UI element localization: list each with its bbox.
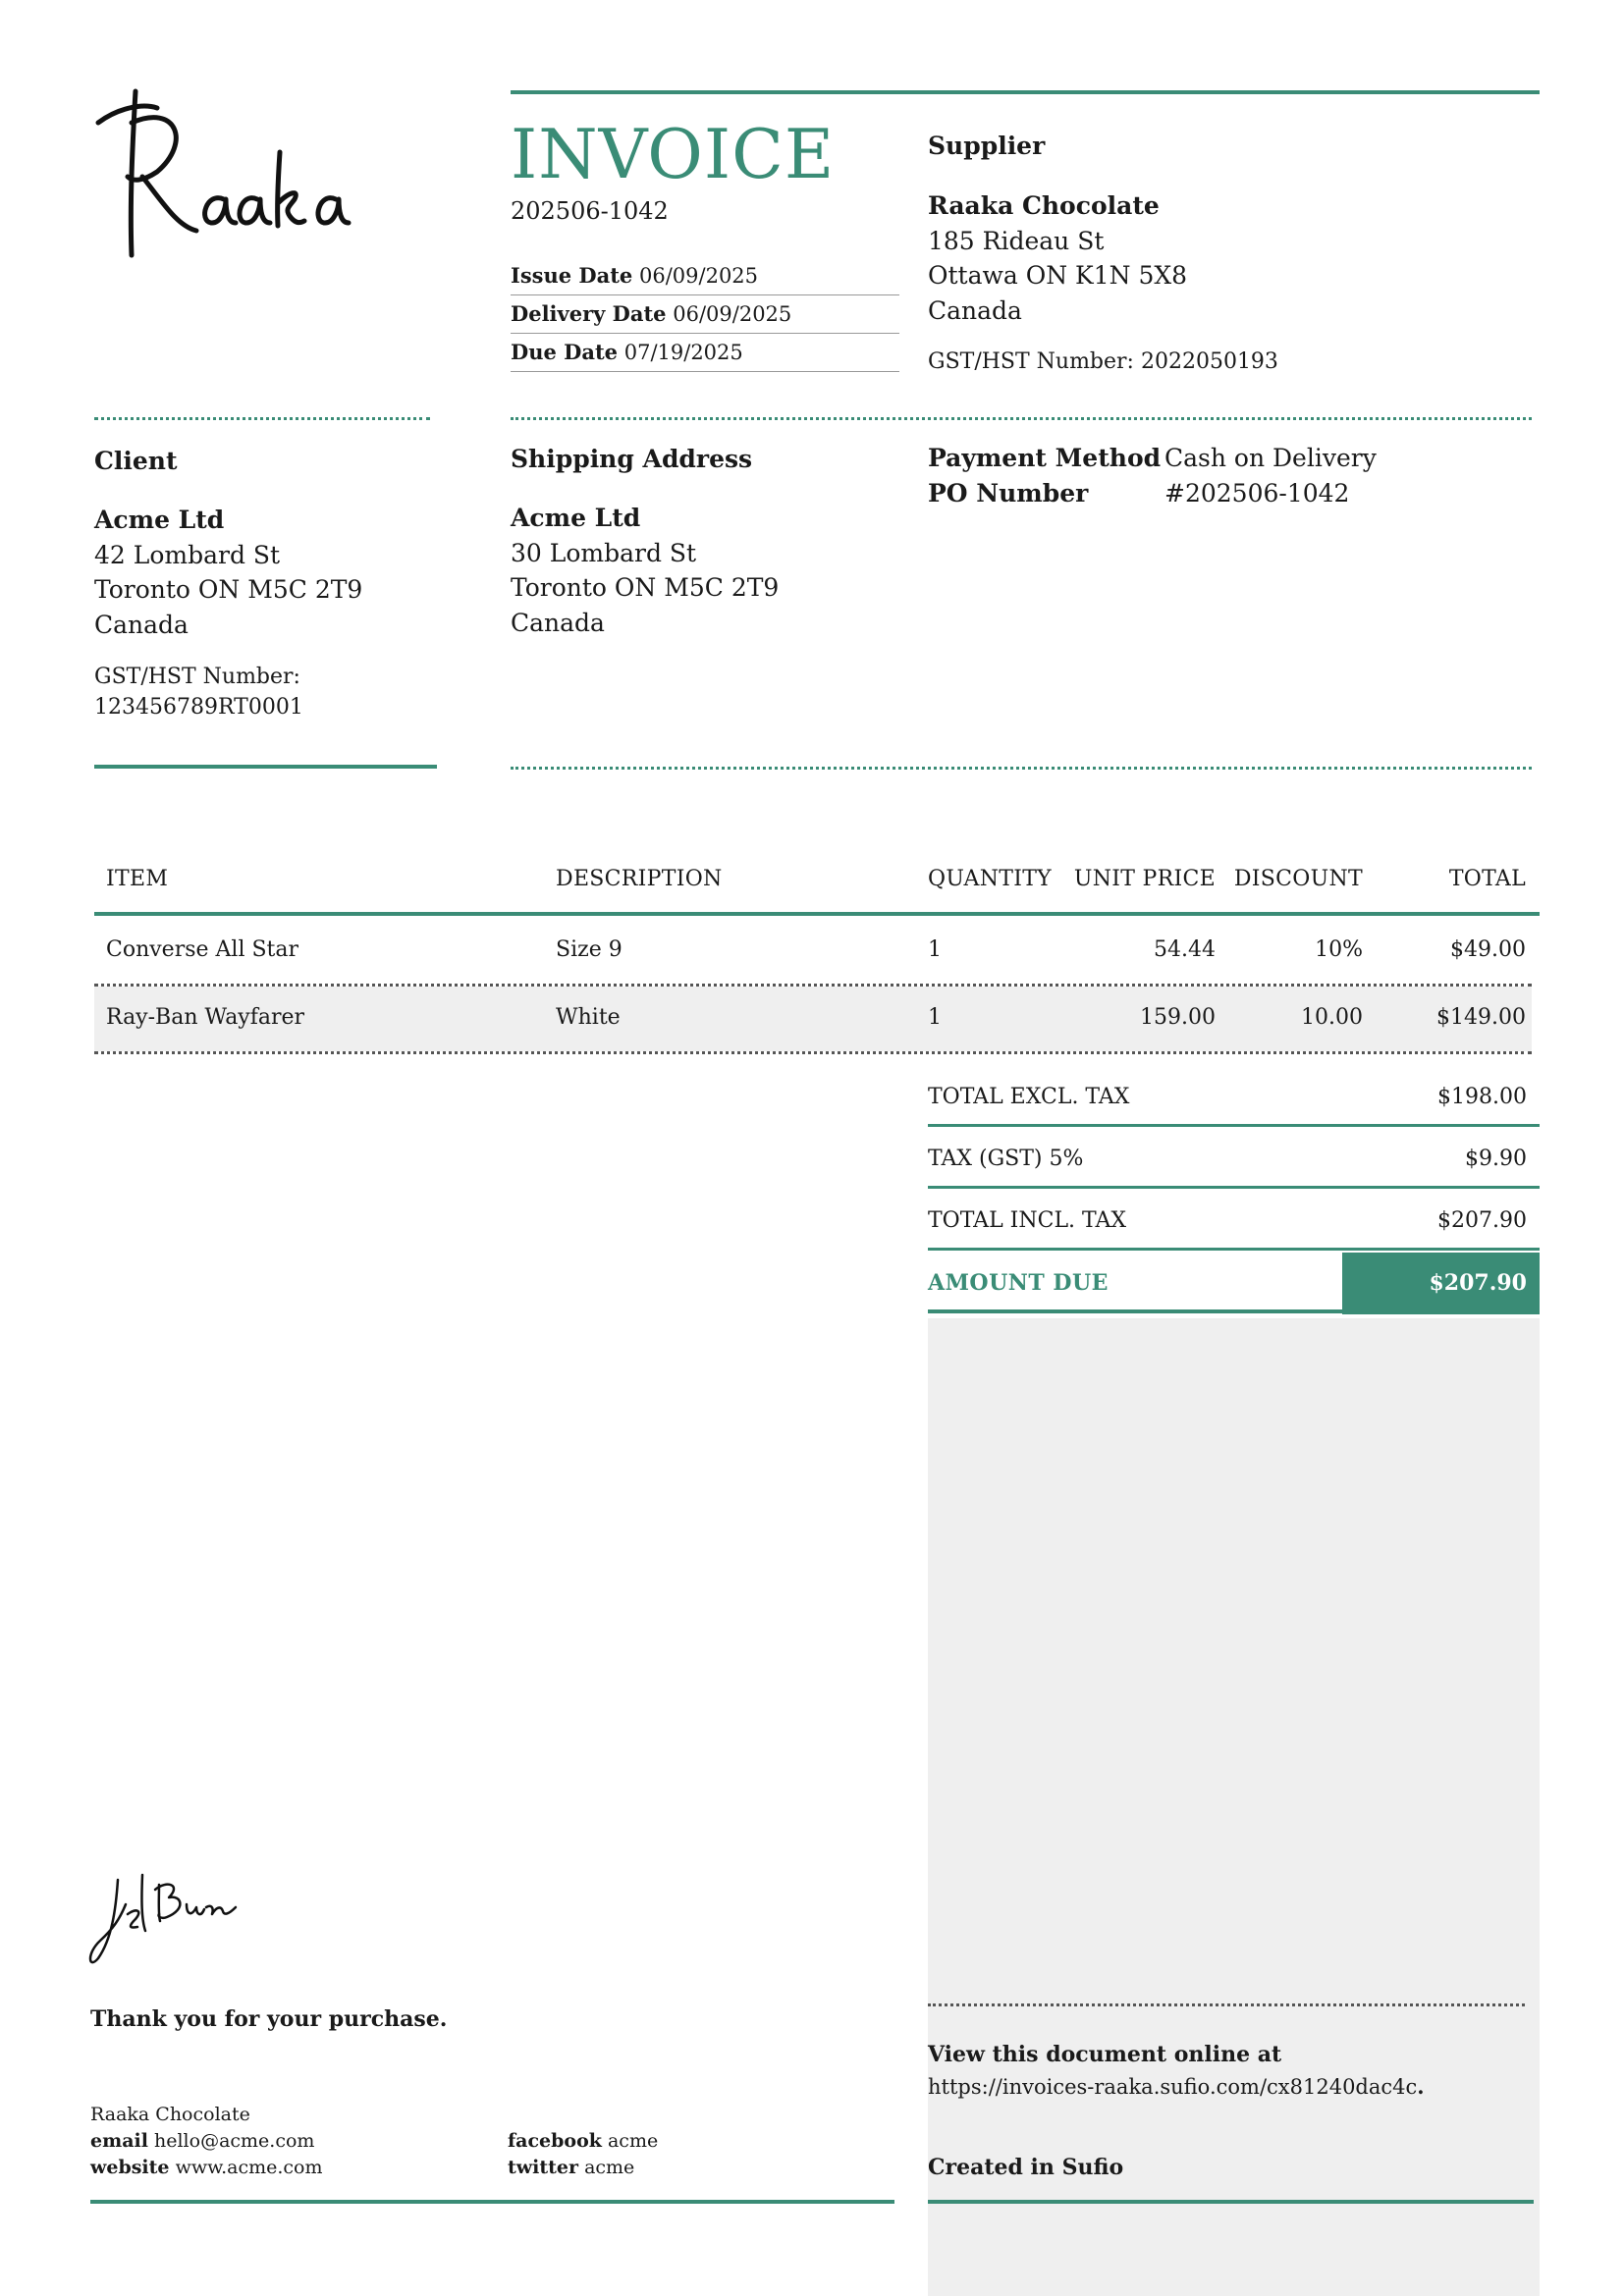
supplier-heading: Supplier — [928, 132, 1046, 160]
due-date-label: Due Date — [511, 340, 619, 364]
summary-rule-4 — [928, 1309, 1540, 1313]
row-1-unit-price: 54.44 — [1154, 937, 1216, 962]
row-1-quantity: 1 — [928, 937, 942, 962]
total-incl-tax-label: TOTAL INCL. TAX — [928, 1208, 1127, 1233]
twitter-label: twitter — [508, 2157, 579, 2178]
col-header-quantity: QUANTITY — [928, 867, 1052, 891]
total-incl-tax-value: $207.90 — [1437, 1208, 1527, 1233]
thank-you-message: Thank you for your purchase. — [90, 2006, 448, 2032]
invoice-title: INVOICE — [511, 116, 836, 194]
supplier-address-1: 185 Rideau St — [928, 226, 1105, 255]
po-number-value: #202506-1042 — [1164, 478, 1350, 507]
tax-label: TAX (GST) 5% — [928, 1147, 1084, 1171]
summary-panel-background — [928, 1318, 1540, 2296]
online-url-dot: . — [1417, 2074, 1425, 2099]
footer-social-block — [508, 2128, 658, 2181]
online-separator — [928, 2003, 1525, 2006]
client-bottom-rule — [94, 765, 437, 769]
row-2-unit-price: 159.00 — [1140, 1005, 1216, 1030]
col-header-unit-price: UNIT PRICE — [1073, 867, 1216, 891]
shipping-address-2: Toronto ON M5C 2T9 — [511, 573, 780, 602]
row-1-description: Size 9 — [556, 937, 623, 962]
row-1-discount: 10% — [1315, 937, 1363, 962]
row-2-description: White — [556, 1005, 621, 1030]
issue-date-value: 06/09/2025 — [638, 264, 759, 288]
payment-method-value: Cash on Delivery — [1164, 444, 1377, 472]
client-address-1: 42 Lombard St — [94, 540, 281, 569]
issue-date-label: Issue Date — [511, 263, 633, 288]
facebook-label: facebook — [508, 2130, 602, 2152]
footer-left-rule — [90, 2200, 894, 2204]
tax-value: $9.90 — [1465, 1147, 1527, 1171]
client-heading: Client — [94, 447, 178, 475]
total-excl-tax-row — [928, 1065, 1540, 1124]
twitter-value[interactable]: acme — [584, 2157, 635, 2178]
col-header-description: DESCRIPTION — [556, 867, 723, 891]
invoice-number: 202506-1042 — [511, 197, 669, 225]
table-header-rule — [94, 912, 1540, 916]
amount-due-box — [1342, 1253, 1540, 1314]
supplier-name: Raaka Chocolate — [928, 191, 1160, 220]
client-top-separator — [94, 417, 430, 420]
shipping-name: Acme Ltd — [511, 504, 641, 532]
facebook-value[interactable]: acme — [607, 2130, 659, 2152]
row-2-total: $149.00 — [1436, 1005, 1526, 1030]
delivery-date-label: Delivery Date — [511, 301, 667, 326]
client-tax-label: GST/HST Number: — [94, 665, 300, 689]
supplier-address-2: Ottawa ON K1N 5X8 — [928, 261, 1188, 290]
summary-rule-3 — [928, 1248, 1540, 1251]
online-url[interactable]: https://invoices-raaka.sufio.com/cx81240dac4c — [928, 2075, 1418, 2099]
payment-block — [928, 441, 1161, 510]
supplier-block — [928, 188, 1187, 328]
signature — [88, 1860, 255, 1973]
payment-method-label: Payment Method — [928, 444, 1162, 472]
amount-due-value: $207.90 — [1429, 1270, 1527, 1296]
supplier-tax-number: GST/HST Number: 2022050193 — [928, 349, 1278, 374]
total-excl-tax-value: $198.00 — [1437, 1085, 1527, 1109]
row-separator-2 — [94, 1051, 1532, 1054]
tax-row — [928, 1127, 1540, 1186]
raaka-logo — [88, 83, 353, 270]
shipping-block — [511, 501, 779, 640]
online-heading: View this document online at — [928, 2042, 1282, 2067]
shipping-address-1: 30 Lombard St — [511, 538, 697, 567]
info-bottom-separator — [511, 767, 1532, 770]
client-country: Canada — [94, 610, 189, 639]
shipping-heading: Shipping Address — [511, 445, 753, 473]
supplier-country: Canada — [928, 295, 1022, 325]
issue-date-row — [511, 257, 899, 295]
info-top-separator — [511, 417, 1532, 420]
payment-values — [1164, 441, 1377, 510]
col-header-item: ITEM — [106, 867, 169, 891]
due-date-value: 07/19/2025 — [623, 341, 743, 364]
client-tax-value: 123456789RT0001 — [94, 695, 303, 720]
po-number-label: PO Number — [928, 478, 1089, 507]
row-2-quantity: 1 — [928, 1005, 942, 1030]
col-header-total: TOTAL — [1448, 867, 1526, 891]
row-1-item: Converse All Star — [106, 937, 299, 962]
online-url-line — [928, 2074, 1425, 2099]
row-2-item: Ray-Ban Wayfarer — [106, 1005, 305, 1030]
total-incl-tax-row — [928, 1189, 1540, 1248]
client-block — [94, 503, 362, 642]
footer-company-block — [90, 2102, 323, 2181]
website-value[interactable]: www.acme.com — [175, 2157, 323, 2178]
total-excl-tax-label: TOTAL EXCL. TAX — [928, 1085, 1130, 1109]
client-tax-block — [94, 662, 303, 722]
row-2-discount: 10.00 — [1301, 1005, 1363, 1030]
amount-due-label: AMOUNT DUE — [928, 1270, 1109, 1296]
row-1-total: $49.00 — [1450, 937, 1526, 962]
created-in-sufio: Created in Sufio — [928, 2155, 1124, 2180]
email-label: email — [90, 2130, 148, 2152]
shipping-country: Canada — [511, 608, 605, 637]
footer-company: Raaka Chocolate — [90, 2104, 250, 2125]
due-date-row — [511, 334, 899, 372]
delivery-date-row — [511, 295, 899, 334]
col-header-discount: DISCOUNT — [1233, 867, 1363, 891]
delivery-date-value: 06/09/2025 — [673, 302, 792, 326]
header-top-rule — [511, 90, 1540, 94]
client-name: Acme Ltd — [94, 506, 225, 534]
email-value[interactable]: hello@acme.com — [154, 2130, 315, 2152]
website-label: website — [90, 2157, 170, 2178]
client-address-2: Toronto ON M5C 2T9 — [94, 575, 363, 604]
footer-right-rule — [928, 2200, 1534, 2204]
